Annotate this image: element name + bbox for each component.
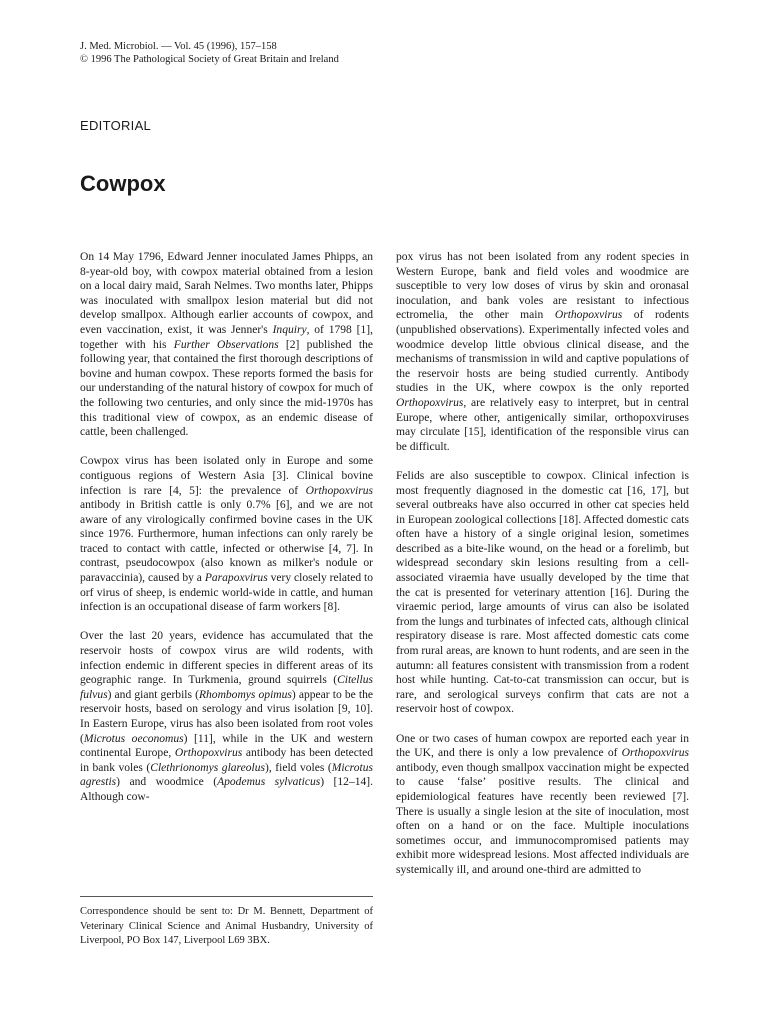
- paragraph: Felids are also susceptible to cowpox. Clinical infection is most frequently diagnosed in the domestic cat [16, 17], but several outbreaks have also occurred in other cat species held in European zoological collections [18]. Affected domestic cats often have a history of a single original lesion, sometimes described as a bite-like wound, on the head or a forelimb, but widespread secondary skin lesions resulting from a cell-associated viraemia have usually developed by the time that the cat is presented for veterinary attention [16]. During the viraemic period, large amounts of virus can also be isolated from the lungs and turbinates of infected cats, although clinical respiratory disease is rare. Most affected domestic cats come from rural areas, are known to hunt rodents, and are seen in the autumn: all features consistent with transmission from a rodent host while hunting. Cat-to-cat transmission can occur, but is rare, and serological surveys confirm that cats are not a reservoir host of cowpox.: [396, 469, 689, 716]
- paragraph: On 14 May 1796, Edward Jenner inoculated James Phipps, an 8-year-old boy, with cowpox material obtained from a lesion on a local dairy maid, Sarah Nelmes. Two months later, Phipps was inoculated with smallpox lesion material but did not develop smallpox. Although earlier accounts of cowpox, and even vaccination, exist, it was Jenner's Inquiry, of 1798 [1], together with his Further Observations [2] published the following year, that contained the first thorough descriptions of bovine and human cowpox. These reports formed the basis for our understanding of the natural history of cowpox for much of the following two centuries, and only since the mid-1970s has this traditional view of cowpox, as an endemic disease of cattle, been challenged.: [80, 251, 373, 439]
- paragraph: Cowpox virus has been isolated only in Europe and some contiguous regions of Western Asia [3]. Clinical bovine infection is rare [4, 5]: the prevalence of Orthopoxvirus antibody in British cattle is only 0.7% [6], and we are not aware of any virologically confirmed bovine cases in the UK since 1976. Furthermore, human infections can only rarely be traced to contact with cattle, infected or otherwise [4, 7]. In contrast, pseudocowpox (also known as milker's nodule or paravaccinia), caused by a Parapoxvirus very closely related to orf virus of sheep, is endemic world-wide in cattle, and human infection is an occupational disease of farm workers [8].: [80, 455, 373, 614]
- section-label: EDITORIAL: [80, 118, 152, 133]
- correspondence-footnote: Correspondence should be sent to: Dr M. Bennett, Department of Veterinary Clinical Science and Animal Husbandry, University of Liverpool, PO Box 147, Liverpool L69 3BX.: [80, 896, 373, 949]
- copyright-line: © 1996 The Pathological Society of Great Britain and Ireland: [80, 54, 339, 65]
- journal-citation: J. Med. Microbiol. — Vol. 45 (1996), 157–158: [80, 41, 277, 52]
- paragraph: One or two cases of human cowpox are reported each year in the UK, and there is only a low prevalence of Orthopoxvirus antibody, even though smallpox vaccination might be expected to cause ‘false’ positive results. The clinical and epidemiological features have recently been reviewed [7]. There is usually a single lesion at the site of inoculation, most often on a hand or on the face. Multiple inoculations sometimes occur, and immunocompromised patients may exhibit more widespread lesions. Most affected individuals are systemically ill, and around one-third are admitted to: [396, 732, 689, 876]
- right-column: [396, 250, 689, 878]
- article-title: Cowpox: [80, 171, 166, 196]
- journal-header: [80, 40, 339, 66]
- paragraph: pox virus has not been isolated from any rodent species in Western Europe, bank and field voles and woodmice are susceptible to very low doses of virus by skin and oronasal inoculation, and bank voles are resistant to infectious ectromelia, the other main Orthopoxvirus of rodents (unpublished observations). Experimentally infected voles and woodmice develop little obvious clinical disease, and the mechanisms of transmission in wild and captive populations of the reservoir hosts are being studied currently. Antibody studies in the UK, where cowpox is the only reported Orthopoxvirus, are relatively easy to interpret, but in central Europe, where other, antigenically similar, orthopoxviruses may circulate [15], identification of the responsible virus can be difficult.: [396, 251, 689, 453]
- left-column: [80, 250, 373, 805]
- paragraph: Over the last 20 years, evidence has accumulated that the reservoir hosts of cowpox virus are wild rodents, with infection endemic in different species in different areas of its geographic range. In Turkmenia, ground squirrels (Citellus fulvus) and giant gerbils (Rhombomys opimus) appear to be the reservoir hosts, based on serology and virus isolation [9, 10]. In Eastern Europe, virus has also been isolated from root voles (Microtus oeconomus) [11], while in the UK and western continental Europe, Orthopoxvirus antibody has been detected in bank voles (Clethrionomys glareolus), field voles (Microtus agrestis) and woodmice (Apodemus sylvaticus) [12–14]. Although cow-: [80, 630, 374, 803]
